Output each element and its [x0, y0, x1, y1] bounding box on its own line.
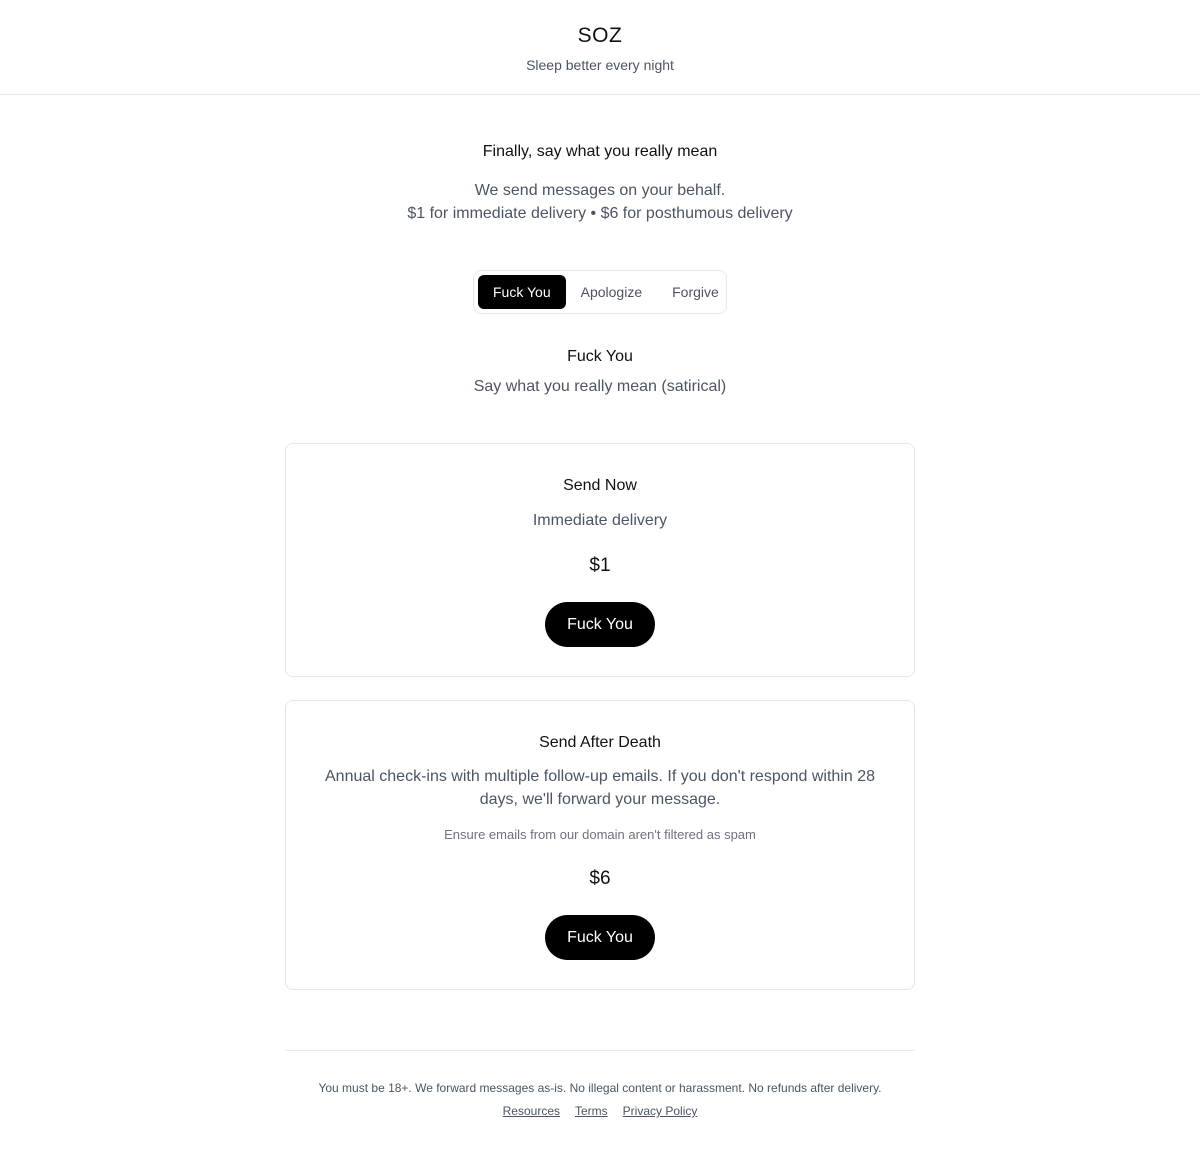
site-footer — [285, 1050, 915, 1119]
privacy-policy-link[interactable]: Privacy Policy — [622, 1104, 698, 1118]
send-now-button[interactable]: Fuck You — [545, 602, 655, 647]
site-header — [0, 0, 1200, 95]
mode-description — [0, 347, 1200, 397]
footer-links — [285, 1103, 915, 1119]
send-after-death-button[interactable]: Fuck You — [545, 915, 655, 960]
tab-fuck-you[interactable]: Fuck You — [478, 275, 566, 309]
tab-apologize[interactable]: Apologize — [580, 284, 643, 300]
send-after-death-card — [285, 700, 915, 990]
hero-description — [0, 179, 1200, 225]
card-description: Annual check-ins with multiple follow-up emails. If you don't respond within 28 days, we'll forward your message. — [325, 768, 875, 808]
card-title: Send After Death — [539, 734, 661, 751]
message-type-tabs — [473, 270, 727, 314]
resources-link[interactable]: Resources — [502, 1104, 560, 1118]
mode-title: Fuck You — [567, 348, 633, 365]
spam-note: Ensure emails from our domain aren't filtered as spam — [444, 827, 756, 842]
brand-logo[interactable]: SOZ — [577, 24, 623, 47]
send-now-card — [285, 443, 915, 677]
price-label: $1 — [589, 555, 611, 576]
card-title: Send Now — [563, 477, 637, 494]
tabs-container — [0, 270, 1200, 314]
legal-disclaimer: You must be 18+. We forward messages as-is. No illegal content or harassment. No refunds after delivery. — [318, 1081, 882, 1095]
tagline: Sleep better every night — [526, 57, 674, 73]
terms-link[interactable]: Terms — [575, 1104, 608, 1118]
price-label: $6 — [589, 868, 611, 889]
mode-subtitle: Say what you really mean (satirical) — [473, 378, 727, 395]
tab-forgive[interactable]: Forgive — [672, 284, 719, 300]
hero-description-line-1: We send messages on your behalf. — [474, 182, 726, 199]
card-description: Immediate delivery — [532, 512, 668, 529]
hero-title: Finally, say what you really mean — [482, 143, 718, 160]
hero-section — [0, 142, 1200, 225]
hero-description-line-2: $1 for immediate delivery • $6 for posthumous delivery — [407, 205, 793, 222]
